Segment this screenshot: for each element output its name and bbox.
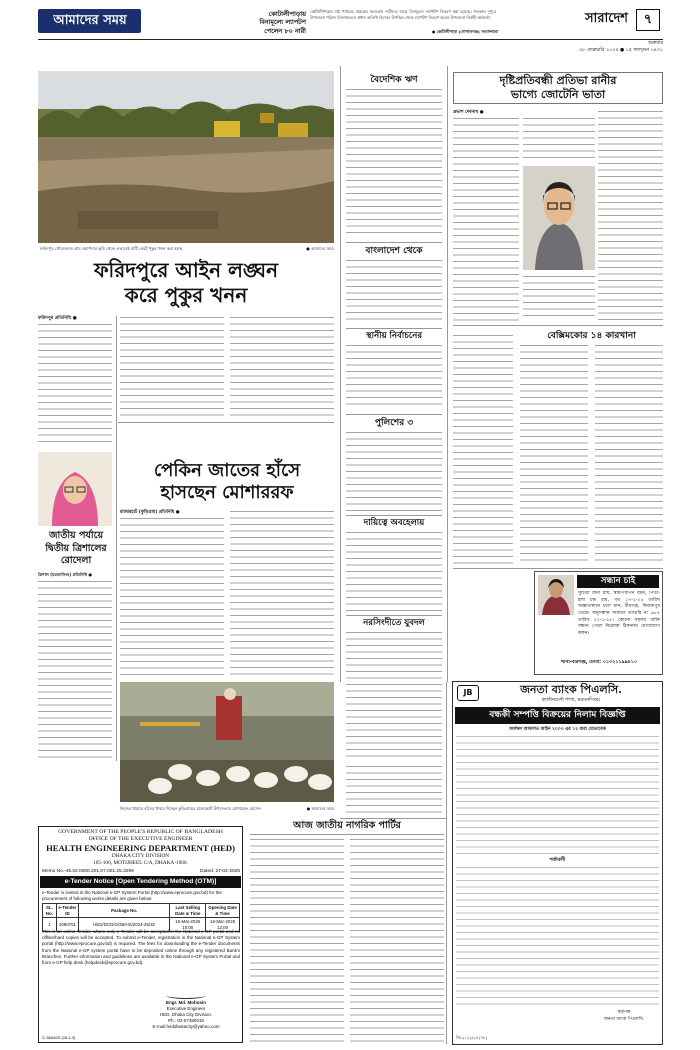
ducks-photo-caption: নিজের খামারে হাঁসের খাবার দিচ্ছেন কুড়িগ্রামের রাজারহাট উপজেলার মোশাররফ হোসেন bbox=[120, 806, 261, 811]
tender-division: DHAKA CITY DIVISION bbox=[111, 853, 170, 859]
section-rule bbox=[346, 328, 442, 329]
section-rule bbox=[346, 414, 442, 415]
rani-article-text bbox=[598, 110, 663, 321]
duck-farm-illustration bbox=[120, 682, 334, 802]
party-article-text bbox=[250, 838, 344, 1043]
notice-title: বন্ধকী সম্পত্তি বিক্রয়ের নিলাম বিজ্ঞপ্তি bbox=[489, 710, 626, 720]
notice-conditions bbox=[456, 866, 659, 1006]
police-title: পুলিশের ৩ bbox=[374, 418, 414, 428]
narsingdi-title: নরসিংদীতে যুবদল bbox=[363, 618, 425, 628]
rodela-headline-line: জাতীয় পর্যায়ে bbox=[48, 530, 104, 541]
tender-code: G-3684/25 (28-1-3) bbox=[42, 1035, 76, 1040]
tender-signer-title: Executive Engineer bbox=[166, 1006, 206, 1012]
notice-conditions-title: শর্তাবলী bbox=[549, 858, 566, 863]
lead-article-text bbox=[120, 316, 224, 418]
rodela-article-text bbox=[38, 580, 112, 760]
teaser-credit: ● কোটালীপাড়া (গোপালগঞ্জ) সংবাদদাতা bbox=[432, 29, 498, 34]
rodela-headline bbox=[38, 530, 114, 568]
section-rule bbox=[453, 325, 663, 326]
bank-logo-text: JB bbox=[463, 688, 473, 697]
teaser-body: কোটালীপাড়ায় মাঠ পর্যায়ের প্রকল্পের আওতায় নারীদের মাঝে বিনামূল্যে ল্যাপটপ বিতরণ করা হয়েছে। গতকাল দুপুরে উপজেলা পরিষদ মিলনায়তনে প্রধান অতিথি হিসেবে উপস্থিত থেকে ল্যাপটপ বিতরণ করেন উপজেলা নির্বাহী কর্মকর্তা। bbox=[310, 9, 496, 20]
column-rule bbox=[446, 682, 447, 1044]
tender-title: e-Tender Notice [Open Tendering Method (OTM)] bbox=[64, 878, 217, 885]
factory-title: বেক্সিমকোর ১৪ কারখানা bbox=[547, 331, 636, 341]
issue-day: শুক্রবার bbox=[648, 41, 663, 46]
from-bangladesh-title: বাংলাদেশ থেকে bbox=[365, 246, 423, 256]
portrait-illustration bbox=[523, 166, 595, 270]
tender-table-header: Opening Date & Time bbox=[206, 904, 240, 918]
tender-signer-phone: Ph.: 02-57380018 bbox=[168, 1018, 204, 1024]
section-rule bbox=[346, 242, 442, 243]
tender-signer-name: Engr. Md. Mohosin bbox=[166, 1000, 206, 1005]
lead-headline-line: করে পুকুর খনন bbox=[124, 283, 248, 307]
foreign-loan-title: বৈদেশিক ঋণ bbox=[370, 75, 418, 85]
tender-table-header: SL. No. bbox=[43, 904, 57, 918]
local-election-title: স্থানীয় নির্বাচনের bbox=[365, 331, 422, 341]
ducks-article-text bbox=[230, 510, 334, 675]
tender-table-header-row bbox=[43, 904, 240, 918]
tender-table bbox=[42, 903, 240, 932]
ducks-headline-line: পেকিন জাতের হাঁসে bbox=[153, 460, 301, 481]
rodela-headline-line: রোদেলা bbox=[60, 555, 92, 566]
teaser-headline-line: পেলেন ৮০ নারী bbox=[264, 26, 306, 35]
tender-signature-mark bbox=[166, 992, 206, 999]
tender-signer-office: HED, Dhaka City Division. bbox=[159, 1012, 213, 1018]
notice-footer-code: জি-২০২২/২৫ (৭৮) bbox=[456, 1035, 488, 1040]
tender-table-cell: 16-Mar-2025 12:00 bbox=[206, 918, 240, 932]
column-rule bbox=[447, 66, 448, 682]
tender-table-header: e-Tender ID bbox=[58, 905, 77, 916]
rani-article-text bbox=[523, 117, 595, 161]
lead-article-text bbox=[38, 323, 112, 447]
factory-article-text bbox=[453, 334, 513, 564]
lead-headline bbox=[38, 258, 334, 308]
tender-table-header: Last Selling Date & Time bbox=[170, 904, 206, 918]
excavation-photo bbox=[38, 71, 334, 243]
section-name: সারাদেশ bbox=[584, 11, 628, 26]
rani-headline bbox=[453, 74, 663, 102]
teaser-headline-line: কোটালীপাড়ায় bbox=[268, 10, 306, 18]
tender-address: 105-106, MOTIJHEEL C/A, DHAKA-1000. bbox=[93, 859, 188, 866]
tender-memo: Memo No.-45.02.0000.201.07.001.25.3299 bbox=[42, 869, 134, 874]
tender-signer-email: E-mail:heddhakacity@yahoo.com bbox=[152, 1024, 220, 1030]
negligence-title: দায়িত্বে অবহেলায় bbox=[363, 518, 425, 528]
portrait-illustration bbox=[38, 452, 112, 526]
notice-body bbox=[456, 735, 659, 855]
tender-table-cell: 1 bbox=[43, 918, 57, 932]
section-rule bbox=[453, 568, 663, 569]
missing-contact: থানা-বীরগঞ্জ, মোবা: ০১৩২১১৯৯৮১০ bbox=[560, 660, 638, 665]
section-rule bbox=[340, 818, 447, 819]
tender-table-header: Package No. bbox=[78, 904, 169, 918]
section-rule bbox=[250, 834, 444, 835]
rani-article-text bbox=[453, 117, 519, 321]
masthead-rule bbox=[38, 39, 663, 40]
tender-intro: e-Tender is invited in the National e-GP System Portal (http://www.eprocure.gov.bd) for the procurement of following works details are given below: bbox=[42, 890, 222, 902]
rani-photo bbox=[523, 166, 595, 270]
narsingdi-text bbox=[346, 765, 442, 815]
rani-headline-line: দৃষ্টিপ্রতিবন্ধী প্রতিভা রানীর bbox=[499, 74, 617, 87]
tender-signer bbox=[132, 1000, 240, 1030]
lead-byline: ফরিদপুর প্রতিনিধি ● bbox=[38, 316, 77, 321]
party-article-text bbox=[350, 838, 444, 1043]
ducks-photo-credit: ● আমাদের সময় bbox=[306, 806, 334, 811]
ducks-headline bbox=[120, 460, 334, 504]
column-rule bbox=[116, 316, 117, 761]
issue-date: ২৮ ফেব্রুয়ারি ২০২৫ ● ১৫ ফাল্গুন ১৪৩১ bbox=[579, 48, 663, 53]
section-rule bbox=[346, 615, 442, 616]
bank-name: জনতা ব্যাংক পিএলসি. bbox=[520, 683, 622, 696]
notice-subtitle: অর্থঋণ আদালত আইন ২০০৩ এর ১২ ধারা মোতাবেক bbox=[509, 727, 606, 732]
lead-photo-caption: ফরিদপুর সৌরমতাজ গ্রাম ওয়াপদার ভূমি থেকে এভাবেই মাটি কেটে পুকুর খনন করা হচ্ছে bbox=[40, 246, 183, 251]
missing-person-photo bbox=[538, 575, 574, 615]
section-rule bbox=[118, 422, 334, 423]
lead-headline-line: ফরিদপুরে আইন লঙ্ঘন bbox=[93, 258, 279, 282]
rani-article-text bbox=[523, 275, 595, 321]
factory-article-text bbox=[595, 344, 663, 564]
notice-signature-title: কর্তৃপক্ষ bbox=[617, 1010, 631, 1015]
foreign-loan-text bbox=[346, 88, 442, 238]
tender-gov-line: GOVERNMENT OF THE PEOPLE'S REPUBLIC OF BANGLADESH bbox=[58, 829, 223, 835]
teaser-headline-line: বিনামূল্যে ল্যাপটপ bbox=[259, 18, 306, 27]
tender-body: This is an online Tender, where only e-Tender will be accepted in the National e-GP portal and no offline/hard copies will be accepted. To submit e-Tender, registration in the National e-GP System portal (http://www.eprocure.gov.bd) is required. The fees for downloading the e-Tender documents from the National e-GP system portal have to be deposited online through any registered Bank's Branches. Further information and guidelines are available in the National e-GP System Portal and from e-GP help desk (helpdesk@eprocure.gov.bd). bbox=[42, 929, 240, 966]
party-title: আজ জাতীয় নাগরিক পার্টির bbox=[293, 820, 401, 831]
duck-farm-photo bbox=[120, 682, 334, 802]
police-text bbox=[346, 431, 442, 511]
rodela-photo bbox=[38, 452, 112, 526]
tender-table-cell: HED/DCD/GOB/HS/2024-25/32 bbox=[78, 918, 169, 932]
newspaper-logo-text: আমাদের সময় bbox=[53, 13, 127, 28]
tender-header bbox=[40, 829, 241, 866]
ducks-headline-line: হাসছেন মোশাররফ bbox=[160, 482, 294, 503]
ducks-byline: রাজারহাট (কুড়িগ্রাম) প্রতিনিধি ● bbox=[120, 510, 180, 515]
lead-photo-credit: ● আমাদের সময় bbox=[306, 246, 334, 251]
page-number: ৭ bbox=[643, 12, 653, 27]
column-rule bbox=[340, 66, 341, 682]
negligence-text bbox=[346, 531, 442, 611]
notice-signature-name: জনতা ব্যাংক পিএলসি. bbox=[603, 1017, 645, 1022]
tender-table-grid bbox=[42, 903, 240, 932]
excavation-illustration bbox=[38, 71, 334, 243]
tender-office-line: OFFICE OF THE EXECUTIVE ENGINEER bbox=[88, 836, 193, 842]
tender-table-cell: 1080751 bbox=[56, 918, 78, 932]
tender-table-cell: 16-Mar-2025 10:00 bbox=[170, 918, 206, 932]
tender-memo-date: Dated: 27-02-2025 bbox=[199, 869, 240, 874]
tender-department: HEALTH ENGINEERING DEPARTMENT (HED) bbox=[46, 843, 235, 853]
rodela-byline: ত্রিশাল (ময়মনসিংহ) প্রতিনিধি ● bbox=[38, 572, 92, 577]
ducks-article-text bbox=[120, 517, 224, 675]
from-bangladesh-text bbox=[346, 259, 442, 324]
bank-branch: ক্যান্টনমেন্ট শাখা, ময়মনসিংহ। bbox=[541, 697, 601, 703]
section-rule bbox=[346, 515, 442, 516]
missing-title: সন্ধান চাই bbox=[600, 576, 636, 586]
lead-article-text bbox=[230, 316, 334, 418]
narsingdi-text bbox=[346, 631, 442, 761]
portrait-illustration bbox=[538, 575, 574, 615]
factory-article-text bbox=[520, 344, 588, 564]
masthead bbox=[38, 8, 663, 38]
missing-body: সুচিত্রা রানী রায়, স্বামী-বিপিন বর্মন, পিতা-হলা চন্দ্র রায়, গত ১৭-২-২৫ তারিখ অজ্ঞাতস্থানে চলে যান, বীরগঞ্জ, দিনাজপুর থেকে। অনুসন্ধান সাধারণ ডায়েরি নং ৯৮৫ তারিখ ২২-২-২৫। কোনো সহৃদয় ব্যক্তি সন্ধান পেলে নিম্নোক্ত ঠিকানায় যোগাযোগ করুন। bbox=[578, 591, 660, 636]
local-election-text bbox=[346, 344, 442, 410]
rani-headline-line: ভাগ্যে জোটেনি ভাতা bbox=[510, 88, 606, 101]
rani-byline: প্রভাশ দেবনাথ ● bbox=[453, 110, 484, 115]
rodela-headline-line: দ্বিতীয় ত্রিশালের bbox=[45, 542, 107, 554]
teaser-headline bbox=[248, 10, 306, 35]
